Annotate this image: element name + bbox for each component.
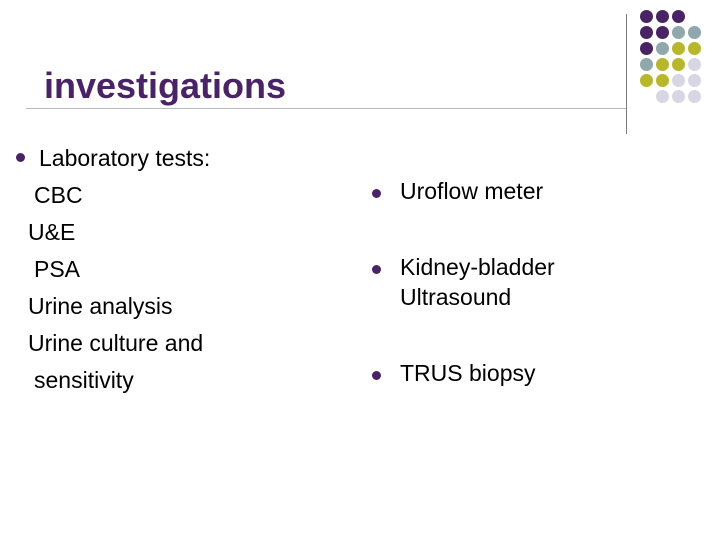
- decorative-dot: [656, 10, 669, 23]
- decorative-dot: [688, 74, 701, 87]
- lab-test-line: Urine culture and: [28, 330, 204, 356]
- list-item-text: TRUS biopsy: [400, 360, 536, 386]
- list-item-trus-biopsy: [372, 358, 712, 388]
- decorative-dot: [656, 42, 669, 55]
- decorative-dot: [640, 58, 653, 71]
- lab-tests-heading: Laboratory tests:: [39, 145, 211, 171]
- decorative-dot: [688, 26, 701, 39]
- decorative-dot: [688, 90, 701, 103]
- title-underline-divider: [26, 108, 626, 109]
- slide-title: investigations: [44, 65, 287, 106]
- decorative-dot: [656, 26, 669, 39]
- list-item-ultrasound: [372, 252, 712, 358]
- bullet-icon: [372, 189, 381, 198]
- decorative-dot: [688, 42, 701, 55]
- decorative-dot: [640, 74, 653, 87]
- decorative-dot: [640, 42, 653, 55]
- decorative-dot: [656, 90, 669, 103]
- list-item-text: Kidney-bladder: [400, 254, 555, 280]
- decorative-vertical-divider: [626, 14, 627, 134]
- left-column: [16, 140, 316, 399]
- bullet-icon: [16, 153, 25, 162]
- right-column: [372, 176, 712, 388]
- decorative-dot: [656, 58, 669, 71]
- bullet-icon: [372, 371, 381, 380]
- decorative-dot: [672, 90, 685, 103]
- list-item-text: Ultrasound: [400, 284, 512, 310]
- decorative-dot: [672, 42, 685, 55]
- decorative-dot: [640, 26, 653, 39]
- decorative-dot: [656, 74, 669, 87]
- decorative-dot: [640, 10, 653, 23]
- list-item-uroflow: [372, 176, 712, 252]
- lab-test-line: CBC: [34, 182, 83, 208]
- lab-tests-bullet-item: [16, 140, 316, 177]
- decorative-dot: [672, 10, 685, 23]
- lab-test-line: PSA: [34, 256, 81, 282]
- bullet-icon: [372, 265, 381, 274]
- decorative-dot: [688, 58, 701, 71]
- decorative-dot: [672, 26, 685, 39]
- lab-test-line: U&E: [28, 219, 76, 245]
- decorative-dot: [672, 74, 685, 87]
- lab-test-line: Urine analysis: [28, 293, 173, 319]
- list-item-text: Uroflow meter: [400, 178, 544, 204]
- decorative-dot-grid: [640, 10, 720, 120]
- decorative-dot: [672, 58, 685, 71]
- lab-test-line: sensitivity: [34, 367, 134, 393]
